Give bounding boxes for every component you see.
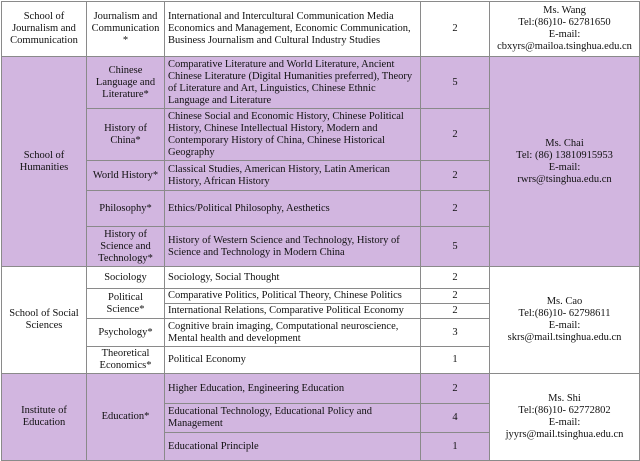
table-row — [2, 374, 640, 404]
research-fields: History of Western Science and Technology, History of Science and Technology in Modern China — [165, 227, 421, 267]
quota: 2 — [421, 191, 490, 227]
contact-info — [490, 267, 640, 374]
contact-email: skrs@mail.tsinghua.edu.cn — [507, 332, 622, 343]
contact-email-label: E-mail: — [548, 161, 581, 173]
contact-email-label: E-mail: — [548, 320, 581, 331]
quota: 2 — [421, 374, 490, 404]
program-name: Philosophy* — [87, 191, 165, 227]
quota: 4 — [421, 404, 490, 433]
quota: 1 — [421, 433, 490, 461]
research-fields: Classical Studies, American History, Latin American History, African History — [165, 161, 421, 191]
school-name: School of Social Sciences — [2, 267, 87, 374]
research-fields: Chinese Social and Economic History, Chinese Political History, Chinese Intellectual History, Modern and Contemporary History of China, Chinese Historical Geography — [165, 109, 421, 161]
school-name: School of Journalism and Communication — [2, 2, 87, 57]
contact-email: jyyrs@mail.tsinghua.edu.cn — [505, 429, 624, 440]
program-name: Theoretical Economics* — [87, 347, 165, 374]
research-fields: Cognitive brain imaging, Computational neuroscience, Mental health and development — [165, 319, 421, 347]
contact-name: Ms. Shi — [548, 393, 581, 404]
contact-info — [490, 57, 640, 267]
research-fields: Ethics/Political Philosophy, Aesthetics — [165, 191, 421, 227]
program-name: Sociology — [87, 267, 165, 289]
contact-tel: Tel:(86)10- 62772802 — [518, 405, 611, 416]
contact-tel: Tel: (86) 13810915953 — [516, 149, 613, 161]
research-fields: International and Intercultural Communication Media Economics and Management, Economic Communication, Business Journalism and Cultural Industry Studies — [165, 2, 421, 57]
contact-info — [490, 374, 640, 461]
research-fields: Educational Principle — [165, 433, 421, 461]
contact-tel: Tel:(86)10- 62798611 — [518, 308, 611, 319]
program-name: Psychology* — [87, 319, 165, 347]
contact-email-label: E-mail: — [548, 417, 581, 428]
table-row — [2, 267, 640, 289]
contact-name: Ms. Chai — [545, 137, 584, 149]
contact-email-label: E-mail: — [548, 29, 581, 40]
quota: 2 — [421, 109, 490, 161]
contact-name: Ms. Wang — [543, 5, 586, 16]
quota: 5 — [421, 57, 490, 109]
contact-tel: Tel:(86)10- 62781650 — [518, 17, 611, 28]
school-name: School of Humanities — [2, 57, 87, 267]
research-fields: International Relations, Comparative Political Economy — [165, 304, 421, 319]
program-name: History of Science and Technology* — [87, 227, 165, 267]
research-fields: Comparative Politics, Political Theory, Chinese Politics — [165, 289, 421, 304]
contact-email: cbxyrs@mailoa.tsinghua.edu.cn — [497, 41, 632, 52]
quota: 2 — [421, 304, 490, 319]
research-fields: Political Economy — [165, 347, 421, 374]
program-table — [1, 1, 640, 461]
quota: 1 — [421, 347, 490, 374]
research-fields: Sociology, Social Thought — [165, 267, 421, 289]
quota: 5 — [421, 227, 490, 267]
contact-name: Ms. Cao — [546, 296, 583, 307]
table-row — [2, 2, 640, 57]
quota: 2 — [421, 161, 490, 191]
program-name: History of China* — [87, 109, 165, 161]
contact-info — [490, 2, 640, 57]
table-row — [2, 57, 640, 109]
program-name: Education* — [87, 374, 165, 461]
quota: 2 — [421, 267, 490, 289]
school-name: Institute of Education — [2, 374, 87, 461]
quota: 2 — [421, 2, 490, 57]
program-name: Journalism and Communication * — [87, 2, 165, 57]
quota: 3 — [421, 319, 490, 347]
research-fields: Educational Technology, Educational Policy and Management — [165, 404, 421, 433]
program-name: World History* — [87, 161, 165, 191]
program-name: Chinese Language and Literature* — [87, 57, 165, 109]
research-fields: Comparative Literature and World Literature, Ancient Chinese Literature (Digital Humanities preferred), Theory of Literature and Art, Linguistics, Chinese Ethnic Language and Literature — [165, 57, 421, 109]
research-fields: Higher Education, Engineering Education — [165, 374, 421, 404]
contact-email: rwrs@tsinghua.edu.cn — [517, 173, 612, 185]
quota: 2 — [421, 289, 490, 304]
program-name: Political Science* — [87, 289, 165, 319]
